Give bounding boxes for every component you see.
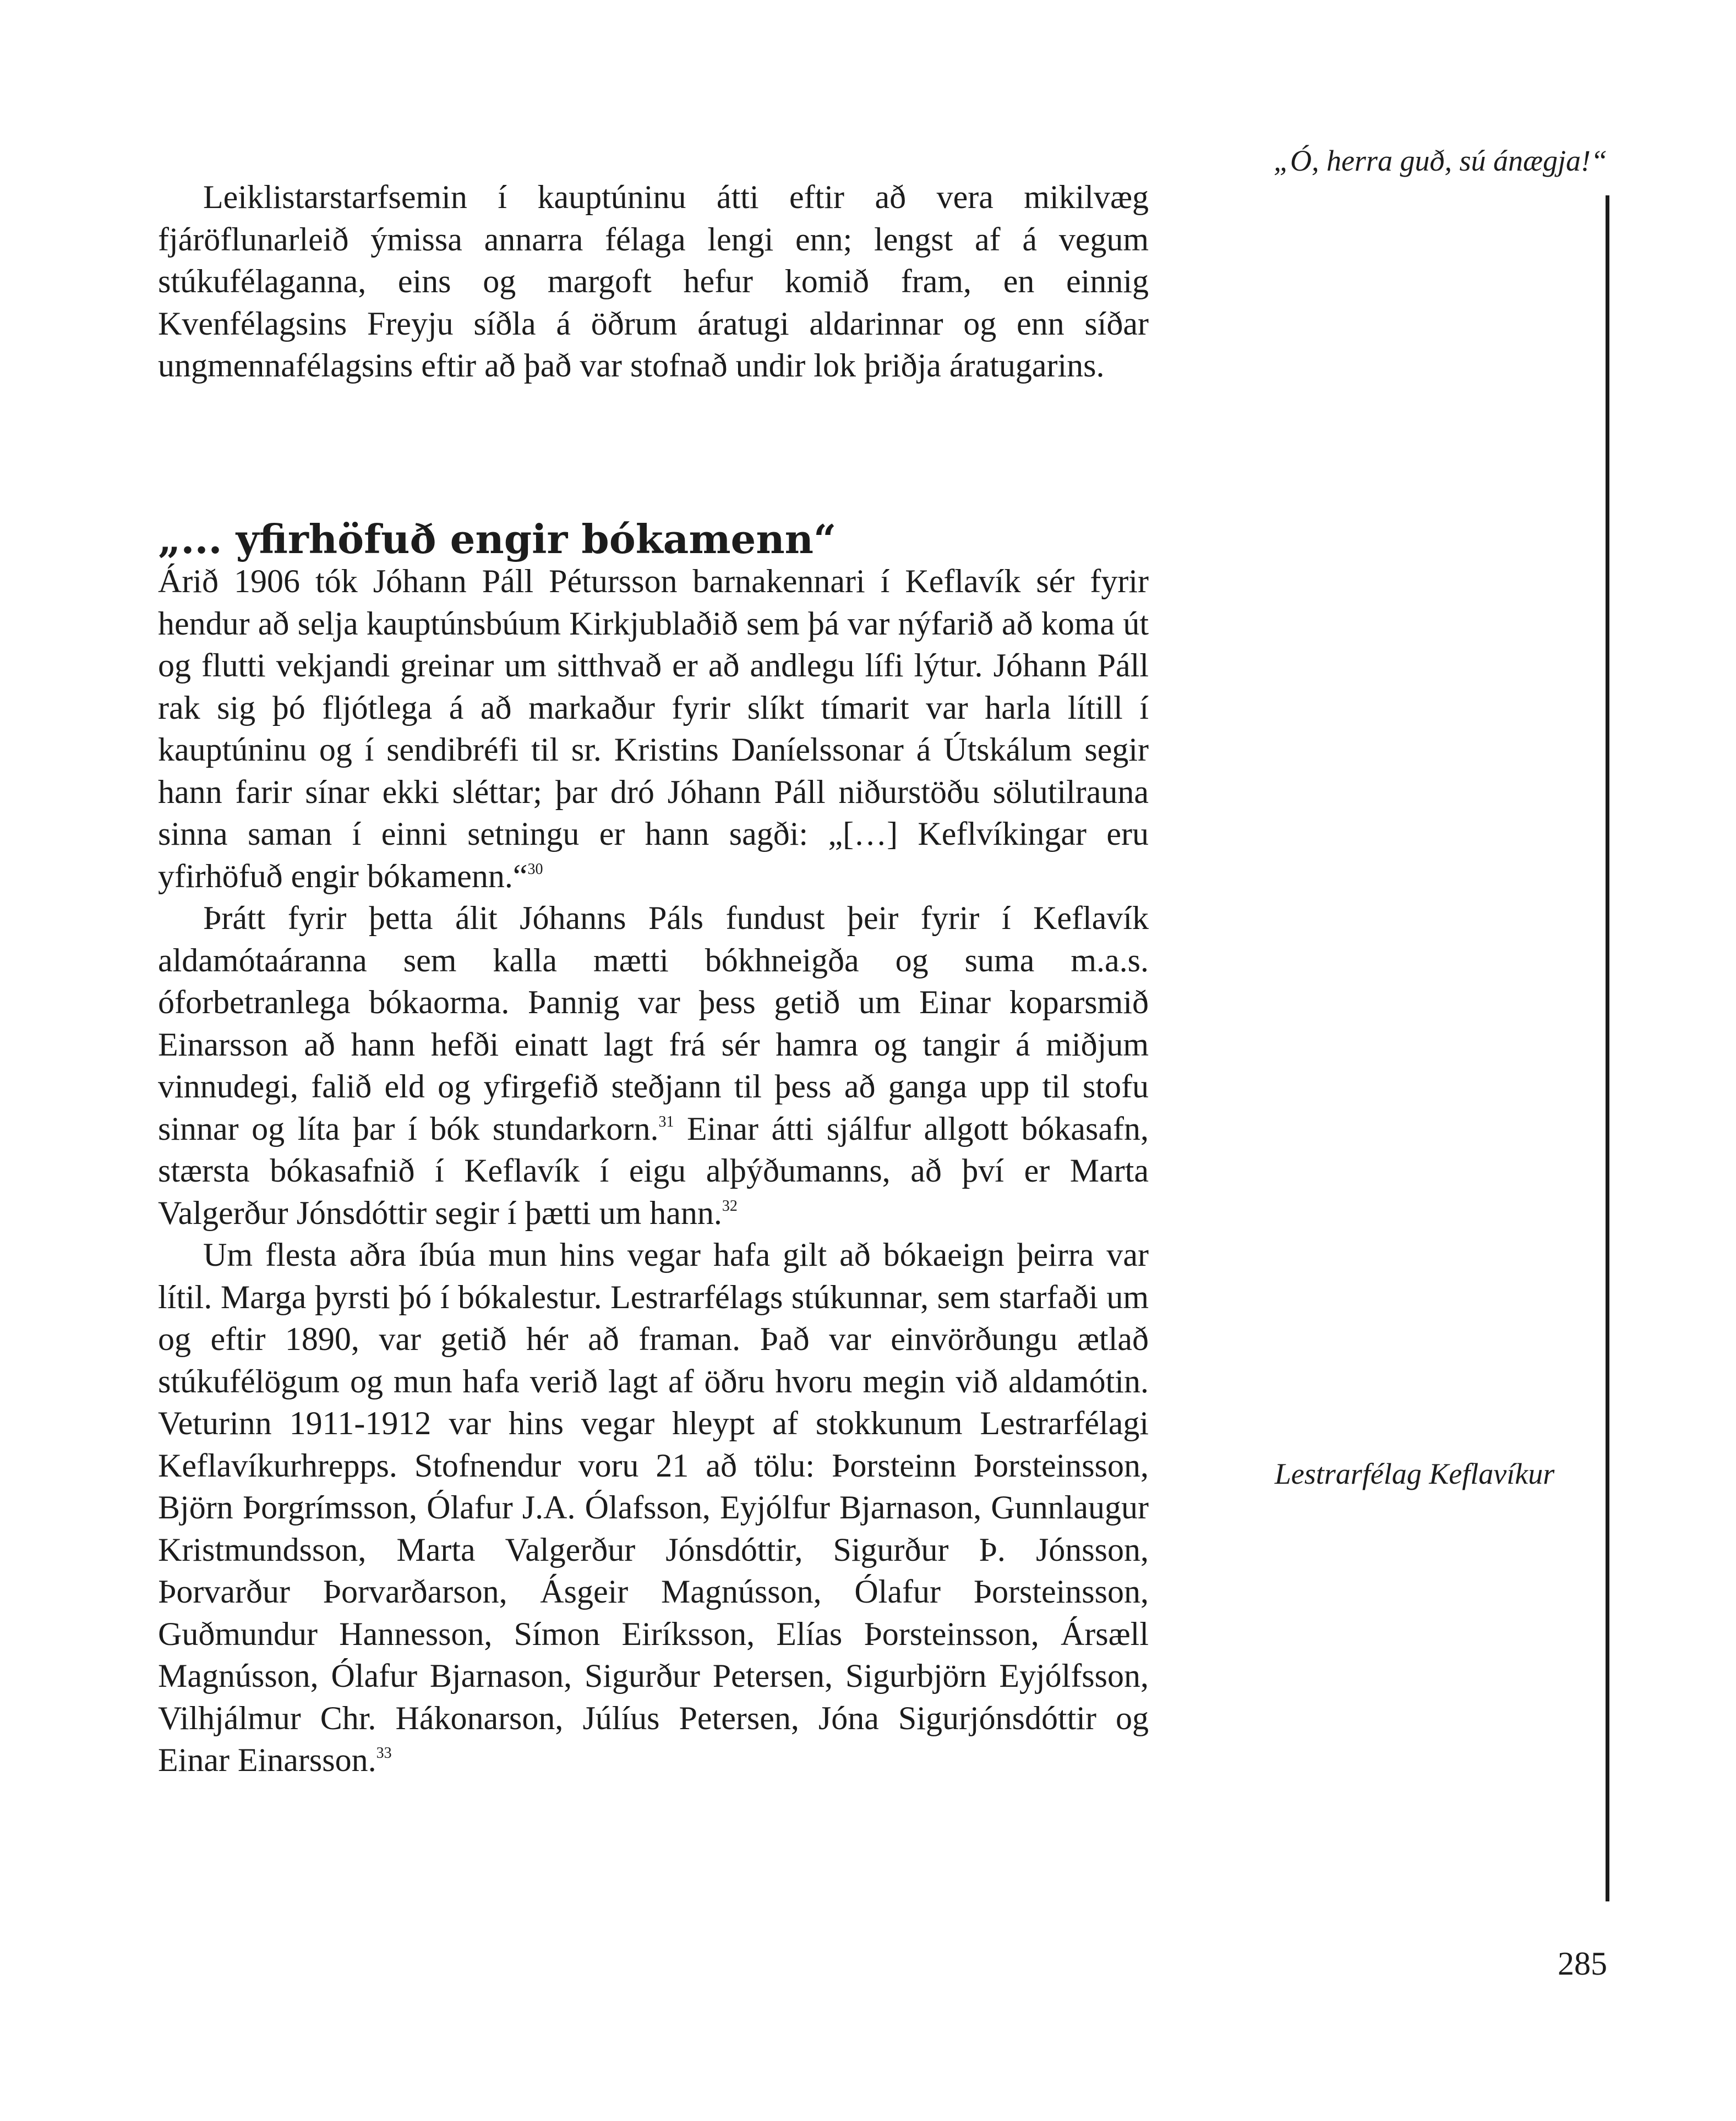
- running-head: „Ó, herra guð, sú ánægja!“: [1273, 144, 1607, 177]
- footnote-ref-31: 31: [658, 1113, 674, 1130]
- paragraph-2: [158, 560, 1149, 897]
- opening-block: [158, 176, 1149, 387]
- margin-rule: [1606, 195, 1609, 1901]
- section-heading: „... yfirhöfuð engir bókamenn“: [158, 516, 837, 562]
- paragraph-2-text: Árið 1906 tók Jóhann Páll Pétursson barnakennari í Keflavík sér fyrir hendur að selja kauptúnsbúum Kirkjublaðið sem þá var nýfarið að koma út og flutti vekjandi greinar um sitthvað er að andlegu lífi lýtur. Jóhann Páll rak sig þó fljótlega á að markaður fyrir slíkt tímarit var harla lítill í kauptúninu og í sendibréfi til sr. Kristins Daníelssonar á Útskálum segir hann farir sínar ekki sléttar; þar dró Jóhann Páll niðurstöðu sölutilrauna sinna saman í einni setningu er hann sagði: „[…] Keflvíkingar eru yfirhöfuð engir bókamenn.“: [158, 563, 1149, 894]
- footnote-ref-32: 32: [722, 1197, 738, 1215]
- paragraph-1: Leiklistarstarfsemin í kauptúninu átti eftir að vera mikilvæg fjáröflunarleið ýmissa annarra félaga lengi enn; lengst af á vegum stúkufélaganna, eins og margoft hefur komið fram, en einnig Kvenfélagsins Freyju síðla á öðrum áratugi aldarinnar og enn síðar ungmennafélagsins eftir að það var stofnað undir lok þriðja áratugarins.: [158, 179, 1149, 384]
- paragraph-3: [158, 897, 1149, 1234]
- paragraph-4: [158, 1234, 1149, 1781]
- footnote-ref-30: 30: [527, 860, 543, 878]
- footnote-ref-33: 33: [376, 1745, 392, 1762]
- paragraph-3-part-2: Einar átti sjálfur allgott bókasafn, stærsta bókasafnið í Keflavík í eigu alþýðumanns, að því er Marta Valgerður Jónsdóttir segir í þætti um hann.: [158, 1110, 1149, 1231]
- main-text: [158, 560, 1149, 1781]
- page-number: 285: [1558, 1945, 1607, 1982]
- paragraph-4-text: Um flesta aðra íbúa mun hins vegar hafa gilt að bókaeign þeirra var lítil. Marga þyrsti þó í bókalestur. Lestrarfélags stúkunnar, sem starfaði um og eftir 1890, var getið hér að framan. Það var einvörðungu ætlað stúkufélögum og mun hafa verið lagt af öðru hvoru megin við aldamótin. Veturinn 1911-1912 var hins vegar hleypt af stokkunum Lestrarfélagi Keflavíkurhrepps. Stofnendur voru 21 að tölu: Þorsteinn Þorsteinsson, Björn Þorgrímsson, Ólafur J.A. Ólafsson, Eyjólfur Bjarnason, Gunnlaugur Kristmundsson, Marta Valgerður Jónsdóttir, Sigurður Þ. Jónsson, Þorvarður Þorvarðarson, Ásgeir Magnússon, Ólafur Þorsteinsson, Guðmundur Hannesson, Símon Eiríksson, Elías Þorsteinsson, Ársæll Magnússon, Ólafur Bjarnason, Sigurður Petersen, Sigurbjörn Eyjólfsson, Vilhjálmur Chr. Hákonarson, Júlíus Petersen, Jóna Sigurjónsdóttir og Einar Einarsson.: [158, 1237, 1149, 1778]
- paragraph-3-part-1: Þrátt fyrir þetta álit Jóhanns Páls fundust þeir fyrir í Keflavík aldamótaáranna sem kalla mætti bókhneigða og suma m.a.s. óforbetranlega bókaorma. Þannig var þess getið um Einar koparsmið Einarsson að hann hefði einatt lagt frá sér hamra og tangir á miðjum vinnudegi, falið eld og yfirgefið steðjann til þess að ganga upp til stofu sinnar og líta þar í bók stundarkorn.: [158, 900, 1149, 1147]
- margin-note: Lestrarfélag Keflavíkur: [1274, 1457, 1555, 1490]
